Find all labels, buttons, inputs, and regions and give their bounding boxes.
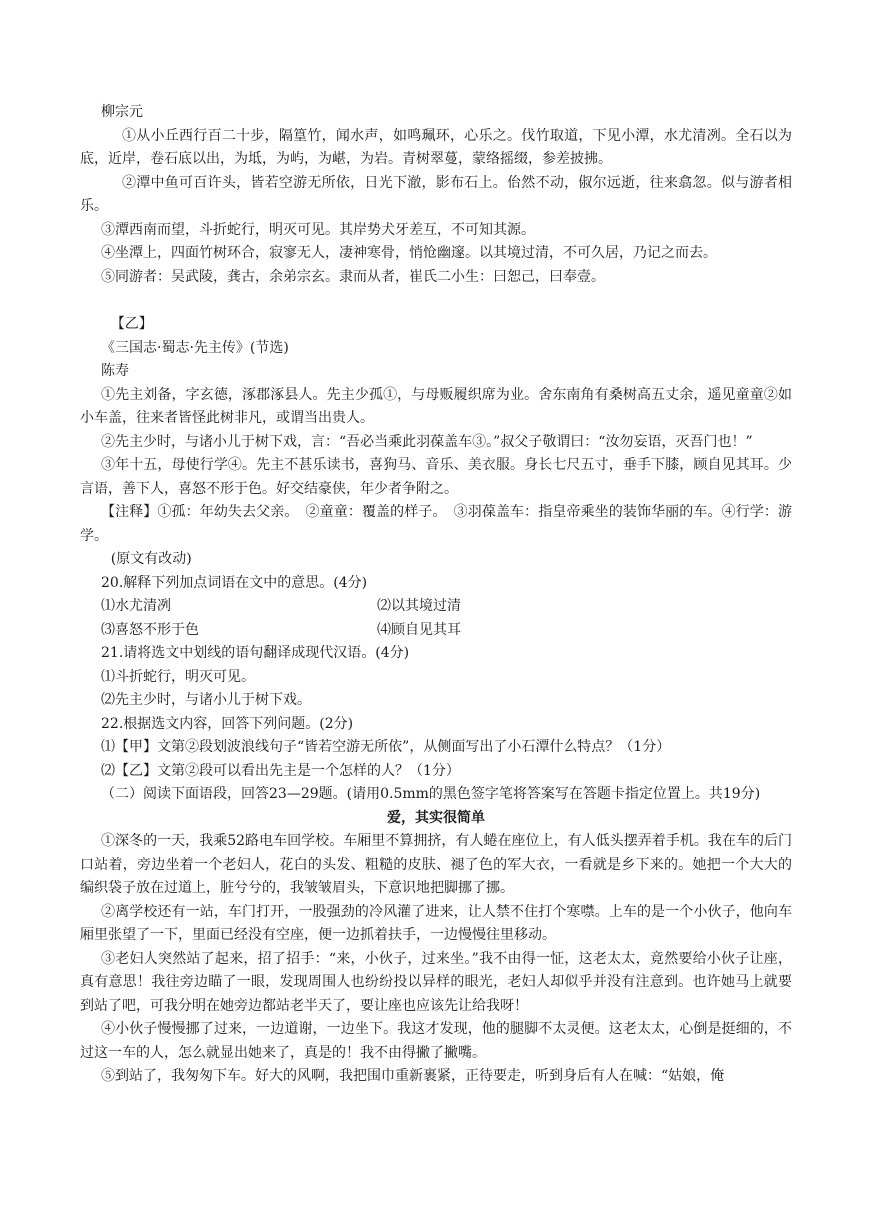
source-note: (原文有改动): [110, 551, 192, 567]
paragraph: ③老妇人突然站了起来，招了招手：“来，小伙子，过来坐。”我不由得一怔，这老太太，竟然要给小伙子让座，真有意思！我往旁边瞄了一眼，发现周围人也纷纷投以异样的眼光，老妇人却似乎并没有注意到。也许她马上就要到站了吧，可我分明在她旁边都站老半天了，要让座也应该先让给我呀！: [80, 950, 792, 1014]
exam-document: [80, 101, 792, 1089]
paragraph: ③潭西南而望，斗折蛇行，明灭可见。其岸势犬牙差互，不可知其源。: [101, 221, 535, 238]
annotations: 【注释】①孤：年幼失去父亲。 ②童童：覆盖的样子。 ③羽葆盖车：指皇帝乘坐的装饰华丽的车。④行学：游学。: [80, 504, 792, 544]
paragraph: ⑤到站了，我匆匆下车。好大的风啊，我把围巾重新裹紧，正待要走，听到身后有人在喊：“姑娘，俺: [101, 1068, 725, 1084]
paragraph: ④小伙子慢慢挪了过来，一边道谢，一边坐下。我这才发现，他的腿脚不太灵便。这老太太，心倒是挺细的，不过这一车的人，怎么就显出她来了，真是的！我不由得撇了撇嘴。: [80, 1021, 792, 1061]
question-item: ⑶喜怒不形于色: [101, 621, 199, 638]
question-item: ⑴【甲】文第②段划波浪线句子“皆若空游无所依”，从侧面写出了小石潭什么特点？（1分）: [101, 739, 671, 755]
section-instruction: （二）阅读下面语段，回答23—29题。(请用0.5mm的黑色签字笔将答案写在答题卡指定位置上。共19分): [101, 786, 761, 802]
paragraph: ③年十五，母使行学④。先主不甚乐读书，喜狗马、音乐、美衣服。身长七尺五寸，垂手下膝，顾自见其耳。少言语，善下人，喜怒不形于色。好交结豪侠，年少者争附之。: [80, 457, 792, 497]
section-label-yi: 【乙】: [110, 316, 153, 332]
paragraph: ①从小丘西行百二十步，隔篁竹，闻水声，如鸣珮环，心乐之。伐竹取道，下见小潭，水尤清冽。全石以为底，近岸，卷石底以出，为坻，为屿，为嵁，为岩。青树翠蔓，蒙络摇缀，参差披拂。: [80, 127, 792, 167]
paragraph: ①先主刘备，字玄德，涿郡涿县人。先主少孤①，与母贩履织席为业。舍东南角有桑树高五丈余，遥见童童②如小车盖，往来者皆怪此树非凡，或谓当出贵人。: [80, 386, 792, 426]
paragraph: ⑤同游者：吴武陵，龚古，余弟宗玄。隶而从者，崔氏二小生：曰恕己，曰奉壹。: [101, 268, 605, 285]
spacer: [80, 289, 792, 313]
paragraph: ①深冬的一天，我乘52路电车回学校。车厢里不算拥挤，有人蜷在座位上，有人低头摆弄着手机。我在车的后门口站着，旁边坐着一个老妇人，花白的头发、粗糙的皮肤、褪了色的军大衣，一看就是乡下来的。她把一个大大的编织袋子放在过道上，脏兮兮的，我皱皱眉头，下意识地把脚挪了挪。: [80, 833, 792, 896]
question-item: ⑴斗折蛇行，明灭可见。: [101, 668, 255, 685]
question-item: ⑷顾自见其耳: [377, 621, 461, 638]
question-item: ⑵以其境过清: [377, 598, 461, 614]
paragraph: ④坐潭上，四面竹树环合，寂寥无人，凄神寒骨，悄怆幽邃。以其境过清，不可久居，乃记之而去。: [101, 245, 717, 261]
passage-title: 爱，其实很简单: [387, 809, 485, 826]
question-20-items: [80, 619, 792, 643]
question-21: 21.请将选文中划线的语句翻译成现代汉语。(4分): [101, 645, 410, 661]
paragraph: ②离学校还有一站，车门打开，一股强劲的冷风灌了进来，让人禁不住打个寒噤。上车的是一个小伙子，他向车厢里张望了一下，里面已经没有空座，便一边抓着扶手，一边慢慢往里移动。: [80, 903, 792, 943]
author-yi: 陈寿: [101, 363, 129, 379]
question-20-items: [80, 595, 792, 619]
paragraph: ②潭中鱼可百许头，皆若空游无所依，日光下澈，影布石上。佁然不动，俶尔远逝，往来翕忽。似与游者相乐。: [80, 174, 792, 214]
paragraph: ②先主少时，与诸小儿于树下戏，言：“吾必当乘此羽葆盖车③。”叔父子敬谓曰：“汝勿妄语，灭吾门也！”: [101, 433, 753, 450]
question-item: ⑵先主少时，与诸小儿于树下戏。: [101, 692, 311, 708]
source-title: 《三国志·蜀志·先主传》(节选): [101, 339, 289, 356]
question-item: ⑴水尤清冽: [101, 598, 171, 614]
question-item: ⑵【乙】文第②段可以看出先主是一个怎样的人？（1分）: [101, 762, 460, 779]
author-jia: 柳宗元: [101, 104, 143, 120]
question-20: 20.解释下列加点词语在文中的意思。(4分): [101, 574, 368, 591]
question-22: 22.根据选文内容，回答下列问题。(2分): [101, 715, 354, 732]
